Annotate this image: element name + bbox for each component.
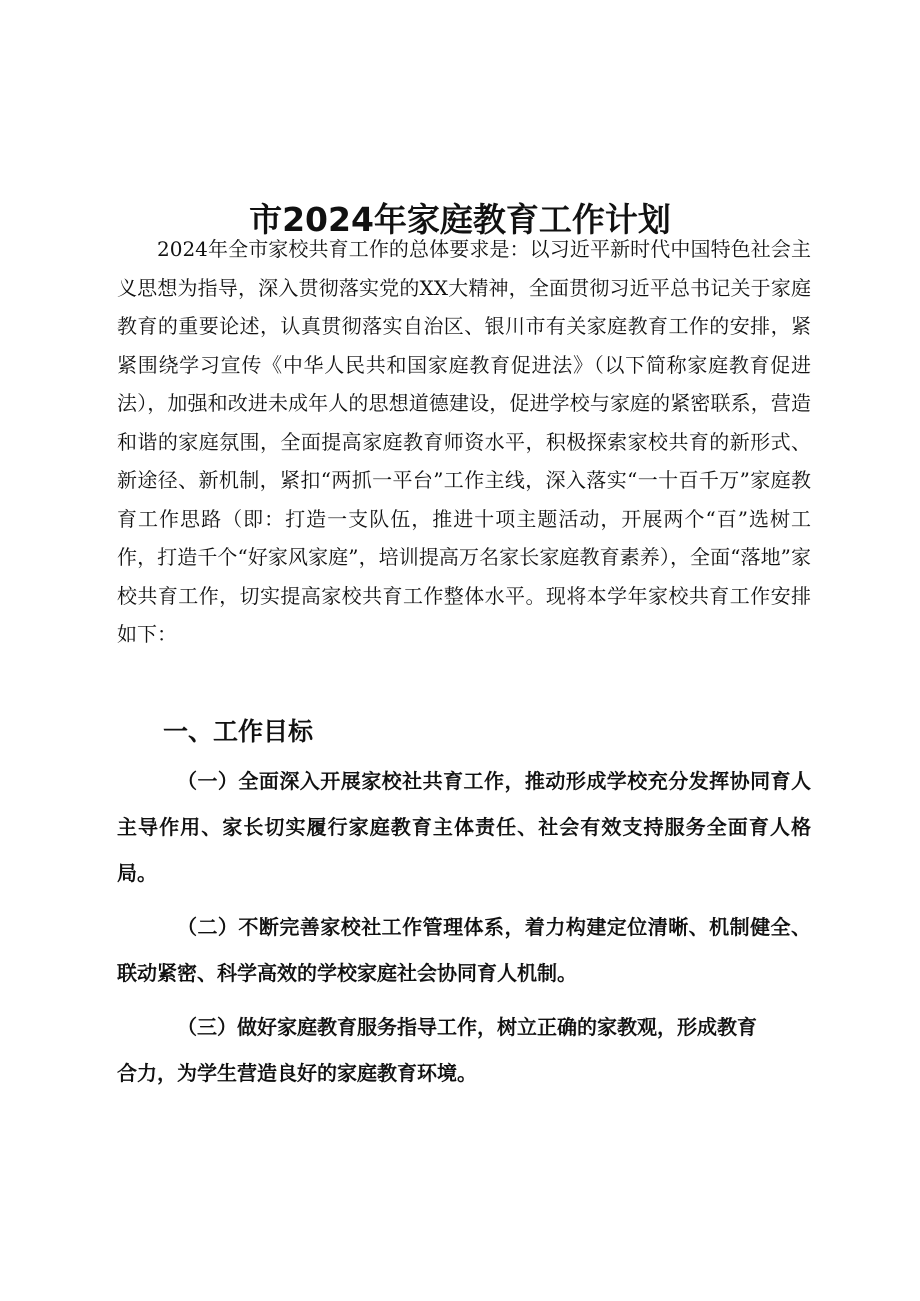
- section-heading: 一、工作目标: [163, 717, 314, 746]
- goal-item-2: （二）不断完善家校社工作管理体系，着力构建定位清晰、机制健全、联动紧密、科学高效的学校家庭社会协同育人机制。: [117, 915, 811, 985]
- goal-item-1: （一）全面深入开展家校社共育工作，推动形成学校充分发挥协同育人主导作用、家长切实履行家庭教育主体责任、社会有效支持服务全面育人格局。: [117, 769, 811, 885]
- document-title: 市2024年家庭教育工作计划: [249, 200, 671, 240]
- goal-item-3: （三）做好家庭教育服务指导工作，树立正确的家教观，形成教育合力，为学生营造良好的家庭教育环境。: [117, 1015, 757, 1085]
- intro-paragraph: 2024年全市家校共育工作的总体要求是：以习近平新时代中国特色社会主义思想为指导，深入贯彻落实党的XX大精神，全面贯彻习近平总书记关于家庭教育的重要论述，认真贯彻落实自治区、银川市有关家庭教育工作的安排，紧紧围绕学习宣传《中华人民共和国家庭教育促进法》（以下简称家庭教育促进法），加强和改进未成年人的思想道德建设，促进学校与家庭的紧密联系，营造和谐的家庭氛围，全面提高家庭教育师资水平，积极探索家校共育的新形式、新途径、新机制，紧扣“两抓一平台”工作主线，深入落实“一十百千万”家庭教育工作思路（即：打造一支队伍，推进十项主题活动，开展两个“百”选树工作，打造千个“好家风家庭”，培训提高万名家长家庭教育素养），全面“落地”家校共育工作，切实提高家校共育工作整体水平。现将本学年家校共育工作安排如下：: [117, 237, 811, 646]
